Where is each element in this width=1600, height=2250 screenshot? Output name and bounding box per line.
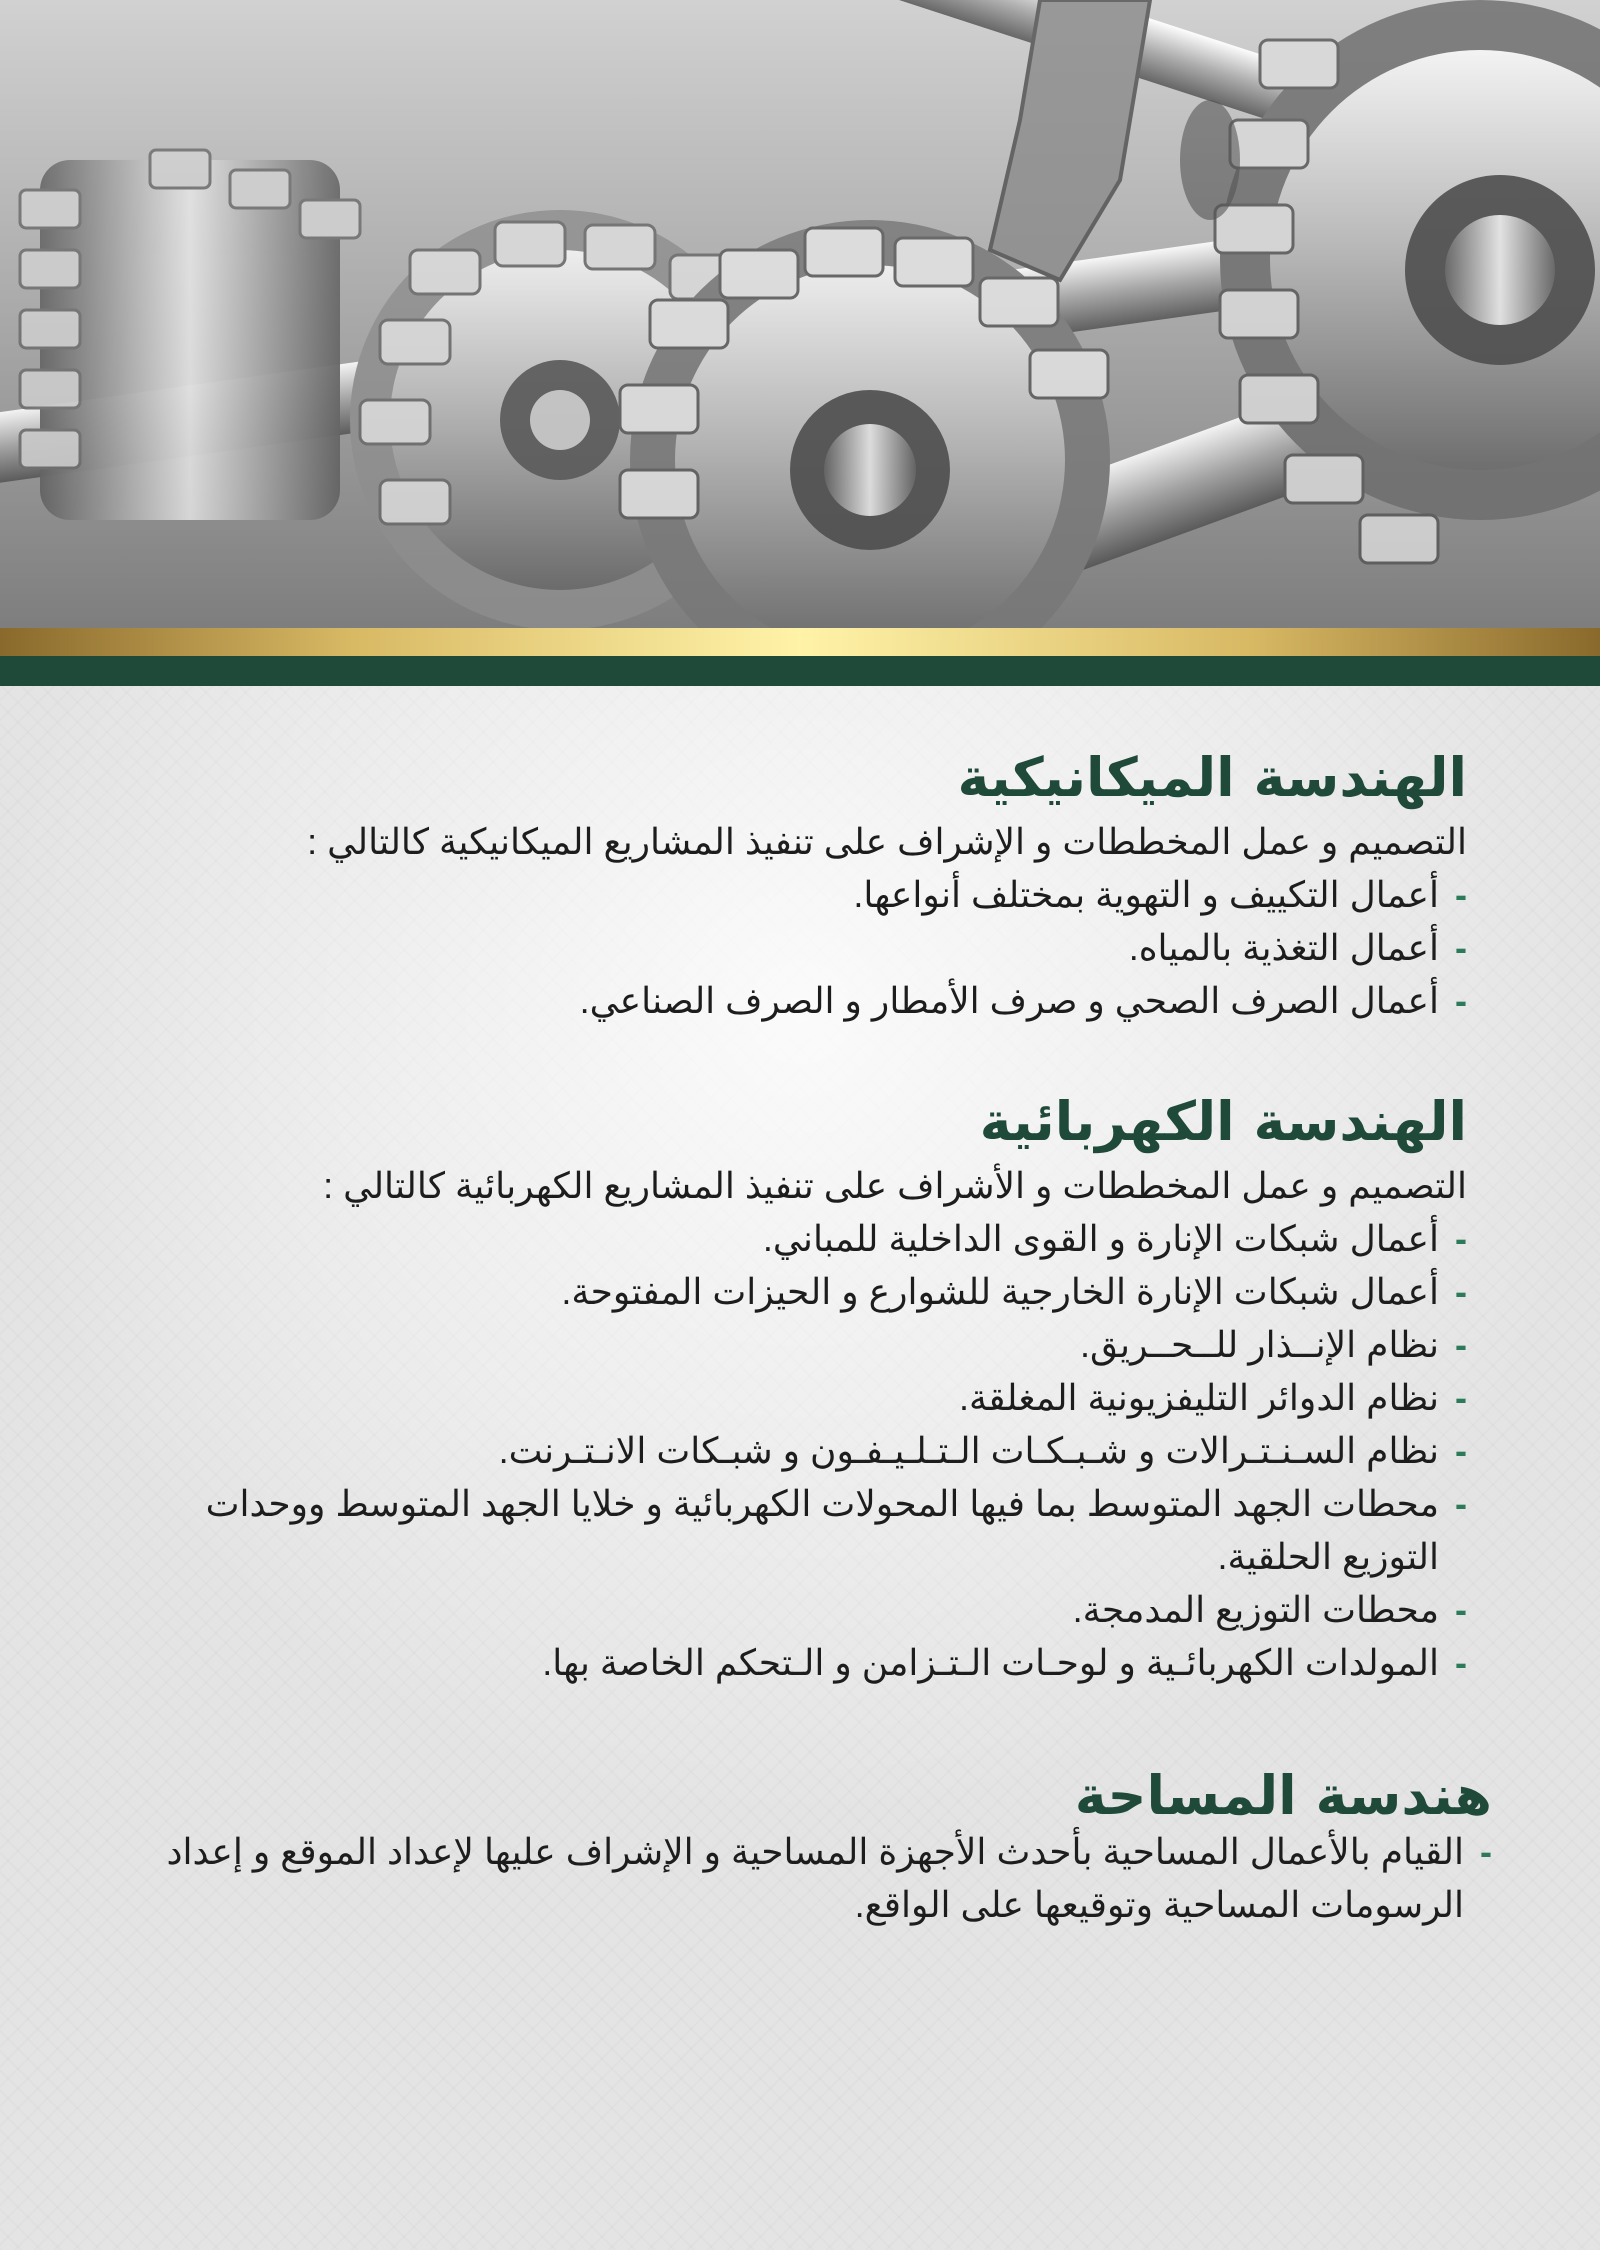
list-item [187, 1583, 1467, 1636]
list-item-text: أعمال شبكات الإنارة و القوى الداخلية للمباني. [762, 1218, 1439, 1260]
gears-illustration [0, 0, 1600, 628]
list-item-text: نظام السـنـتـرالات و شـبـكـات الـتـلـيـفـون و شبـكات الانـتـرنت. [498, 1430, 1439, 1472]
gold-divider [0, 628, 1600, 656]
green-divider [0, 656, 1600, 686]
bullet-dash: - [1455, 874, 1467, 916]
gears-photo [0, 0, 1600, 628]
list-item [187, 921, 1467, 974]
list-surveying [152, 1825, 1492, 1931]
section-mechanical-engineering [187, 748, 1467, 1027]
list-item [187, 1371, 1467, 1424]
content-area [0, 686, 1600, 2250]
list-item [187, 1477, 1467, 1583]
list-item-text: أعمال شبكات الإنارة الخارجية للشوارع و الحيزات المفتوحة. [561, 1271, 1439, 1313]
bullet-dash: - [1455, 1430, 1467, 1472]
bullet-dash: - [1455, 1377, 1467, 1419]
bullet-dash: - [1455, 1642, 1467, 1684]
section-surveying-engineering [152, 1766, 1492, 1931]
section-title-mechanical: الهندسة الميكانيكية [957, 746, 1467, 809]
section-title-electrical: الهندسة الكهربائية [979, 1090, 1467, 1153]
list-item-text: نظام الإنــذار للــحــريق. [1080, 1324, 1439, 1366]
bullet-dash: - [1455, 1324, 1467, 1366]
list-item [187, 974, 1467, 1027]
bullet-dash: - [1455, 927, 1467, 969]
list-item-text: أعمال التغذية بالمياه. [1128, 927, 1439, 969]
section-electrical-engineering [187, 1092, 1467, 1689]
bullet-dash: - [1455, 1483, 1467, 1525]
list-mechanical [187, 868, 1467, 1027]
list-electrical [187, 1212, 1467, 1689]
list-item [187, 1265, 1467, 1318]
list-item-text: أعمال الصرف الصحي و صرف الأمطار و الصرف الصناعي. [579, 980, 1439, 1022]
bullet-dash: - [1455, 980, 1467, 1022]
list-item-text: محطات التوزيع المدمجة. [1072, 1589, 1439, 1631]
list-item [187, 1212, 1467, 1265]
list-item-text: أعمال التكييف و التهوية بمختلف أنواعها. [853, 874, 1439, 916]
list-item-text: نظام الدوائر التليفزيونية المغلقة. [958, 1377, 1439, 1419]
bullet-dash: - [1455, 1218, 1467, 1260]
section-intro-mechanical: التصميم و عمل المخططات و الإشراف على تنفيذ المشاريع الميكانيكية كالتالي : [307, 821, 1467, 863]
list-item-text: محطات الجهد المتوسط بما فيها المحولات الكهربائية و خلايا الجهد المتوسط ووحدات التوزيع الحلقية. [205, 1483, 1439, 1578]
list-item [187, 1318, 1467, 1371]
list-item [187, 868, 1467, 921]
list-item-text: المولدات الكهربائـية و لوحـات الـتـزامن و الـتحكم الخاصة بها. [542, 1642, 1439, 1684]
bullet-dash: - [1455, 1589, 1467, 1631]
section-intro-electrical: التصميم و عمل المخططات و الأشراف على تنفيذ المشاريع الكهربائية كالتالي : [323, 1165, 1467, 1207]
list-item [187, 1424, 1467, 1477]
bullet-dash: - [1480, 1831, 1492, 1873]
list-item-text: القيام بالأعمال المساحية بأحدث الأجهزة المساحية و الإشراف عليها لإعداد الموقع و إعداد الرسومات المساحية وتوقيعها على الواقع. [166, 1831, 1464, 1926]
section-title-surveying: هندسة المساحة [1074, 1764, 1492, 1827]
bullet-dash: - [1455, 1271, 1467, 1313]
list-item [187, 1636, 1467, 1689]
list-item [152, 1825, 1492, 1931]
